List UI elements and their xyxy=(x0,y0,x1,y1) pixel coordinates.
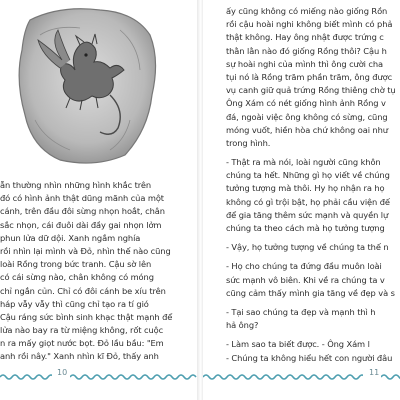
text-line: thật không. Hay ông nhật được trứng c xyxy=(226,32,384,43)
text-line: - Vậy, họ tưởng tượng về chúng ta thế n xyxy=(226,242,389,253)
text-line: chúng ta theo cách mà họ tưởng tượng xyxy=(226,223,385,233)
text-line: không có gì trội bật, họ phải cầu viện đế xyxy=(226,196,390,207)
text-line: thằn lằn nào đó giống Rồng thôi? Cậu h xyxy=(226,45,387,56)
text-line: đó có hình ảnh thật dũng mãnh của một xyxy=(0,193,164,204)
text-line: chỉ ngắn củn. Chỉ có đôi cánh be xíu trên xyxy=(0,285,166,296)
text-line: - Làm sao ta biết được. - Ông Xám l xyxy=(226,339,370,350)
text-line: phun lửa dữ dội. Xanh ngắm nghía xyxy=(0,232,141,243)
text-line: trong hình. xyxy=(226,137,271,148)
left-page xyxy=(0,0,197,400)
text-line: n ra mấy giọt nước bọt. Đỏ lầu bầu: "Em xyxy=(0,338,164,349)
text-line: Ông Xám có nét giống hình ảnh Rồng v xyxy=(226,98,386,109)
text-line: sức mạnh vô biên. Khi về ra chúng ta v xyxy=(226,274,385,285)
left-page-text xyxy=(0,179,197,364)
text-line: có cái sừng nào, chân không có móng xyxy=(0,272,154,283)
text-line: - Tại sao chúng ta đẹp và mạnh thì h xyxy=(226,306,376,317)
text-line: tưởng tượng mà thôi. Hy họ nhận ra họ xyxy=(226,183,385,194)
text-line: ẫn thường nhìn những hình khắc trên xyxy=(0,180,152,190)
right-page-text xyxy=(226,5,400,365)
text-line: ấy cũng không có miếng nào giống Rồn xyxy=(226,6,388,16)
wave-decoration-right-2 xyxy=(381,372,400,382)
text-line: rồi cậu hoài nghi không biết mình có phả xyxy=(226,19,393,30)
text-line: Cậu ráng sức bình sinh khạc thật mạnh để xyxy=(0,311,173,322)
wave-decoration-right xyxy=(203,372,363,382)
text-line: đá, ngoài việc ông không có sừng, cũng xyxy=(226,111,388,122)
text-line: để gia tăng thêm sức mạnh và quyền lự xyxy=(226,209,389,220)
text-line: rồi nhìn lại mình và Đỏ, nhìn thế nào cũng xyxy=(0,245,171,256)
text-line: sự hoài nghi của mình thì ông cười cha xyxy=(226,58,384,69)
text-line: chúng ta hết. Những gì họ viết về chúng xyxy=(226,170,390,181)
text-line: anh rồi nây." Xanh nhìn kĩ Đỏ, thấy anh xyxy=(0,351,159,362)
text-line: lửa nào bay ra từ miệng không, rốt cuộc xyxy=(0,325,164,336)
text-line: tụi nó là Rồng trăm phần trăm, ông được xyxy=(226,71,393,82)
text-line: hả ông? xyxy=(226,320,259,331)
wave-decoration-left xyxy=(0,372,52,382)
text-line: - Thật ra mà nói, loài người cũng khôn xyxy=(226,157,381,168)
page-number: 11 xyxy=(369,368,380,377)
text-line: vụ canh giữ quả trứng Rồng thiêng chờ tụ xyxy=(226,85,396,96)
stone-dragon-illustration xyxy=(0,0,197,170)
text-line: cánh, trên đầu đôi sừng nhọn hoắt, chân xyxy=(0,206,165,217)
right-page xyxy=(203,0,400,400)
wave-decoration-left-2 xyxy=(70,372,197,382)
text-line: - Chúng ta không hiểu hết con người đâu xyxy=(226,352,393,363)
text-line: - Họ cho chúng ta đứng đầu muôn loài xyxy=(226,261,382,272)
text-line: loài Rồng trong bức tranh. Cậu sờ lên xyxy=(0,259,152,270)
text-line: móng vuốt, hiền hòa chứ không oai như xyxy=(226,124,388,135)
page-number: 10 xyxy=(57,368,68,377)
text-line: cũng cảm thấy mình gia tăng về đẹp và s xyxy=(226,287,395,298)
text-line: háp vẫy vẫy thì cũng chỉ tạo ra tí gió xyxy=(0,298,149,309)
text-line: sắc nhọn, cái đuôi dài đầy gai nhọn lởm xyxy=(0,219,162,230)
